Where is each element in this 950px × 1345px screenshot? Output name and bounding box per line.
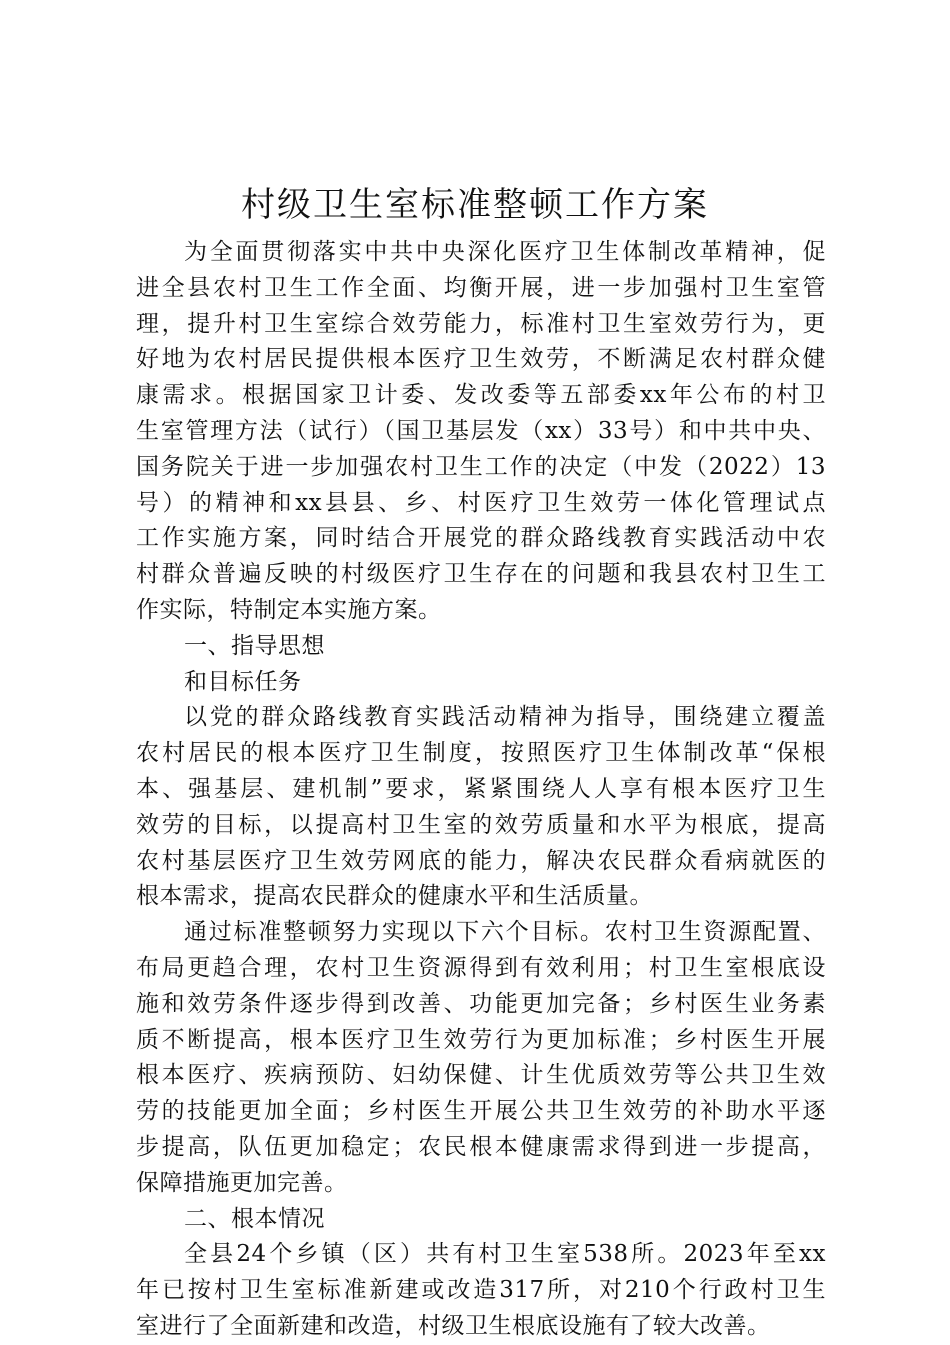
text-line: 农村居民的根本医疗卫生制度，按照医疗卫生体制改革“保根 xyxy=(136,740,826,767)
text-line: 村群众普遍反映的村级医疗卫生存在的问题和我县农村卫生工 xyxy=(136,561,826,588)
text-line: 进全县农村卫生工作全面、均衡开展，进一步加强村卫生室管 xyxy=(136,274,826,301)
text-line: 一、指导思想 xyxy=(184,632,325,659)
document-title: 村级卫生室标准整顿工作方案 xyxy=(241,185,709,225)
text-line: 全县24个乡镇（区）共有村卫生室538所。2023年至xx xyxy=(184,1241,826,1268)
text-line: 理，提升村卫生室综合效劳能力，标准村卫生室效劳行为，更 xyxy=(136,310,826,337)
text-line: 康需求。根据国家卫计委、发改委等五部委xx年公布的村卫 xyxy=(136,382,826,409)
text-line: 好地为农村居民提供根本医疗卫生效劳，不断满足农村群众健 xyxy=(136,346,826,373)
text-line: 二、根本情况 xyxy=(184,1205,325,1232)
text-line: 步提高，队伍更加稳定；农民根本健康需求得到进一步提高， xyxy=(136,1133,826,1160)
text-line: 农村基层医疗卫生效劳网底的能力，解决农民群众看病就医的 xyxy=(136,847,826,874)
text-line: 布局更趋合理，农村卫生资源得到有效利用；村卫生室根底设 xyxy=(136,954,826,981)
document-body xyxy=(136,235,826,1345)
text-line: 工作实施方案，同时结合开展党的群众路线教育实践活动中农 xyxy=(136,525,826,552)
text-line: 作实际，特制定本实施方案。 xyxy=(136,596,442,623)
text-line: 生室管理方法（试行）（国卫基层发（xx）33号）和中共中央、 xyxy=(136,417,826,444)
text-line: 施和效劳条件逐步得到改善、功能更加完备；乡村医生业务素 xyxy=(136,990,826,1017)
text-line: 保障措施更加完善。 xyxy=(136,1169,348,1196)
text-line: 和目标任务 xyxy=(184,668,302,695)
text-line: 国务院关于进一步加强农村卫生工作的决定（中发（2022）13 xyxy=(136,453,826,480)
text-line: 质不断提高，根本医疗卫生效劳行为更加标准；乡村医生开展 xyxy=(136,1026,826,1053)
text-line: 通过标准整顿努力实现以下六个目标。农村卫生资源配置、 xyxy=(184,919,826,946)
text-line: 号）的精神和xx县县、乡、村医疗卫生效劳一体化管理试点 xyxy=(136,489,826,516)
text-line: 室进行了全面新建和改造，村级卫生根底设施有了较大改善。 xyxy=(136,1312,771,1339)
text-line: 根本医疗、疾病预防、妇幼保健、计生优质效劳等公共卫生效 xyxy=(136,1062,826,1089)
text-line: 效劳的目标，以提高村卫生室的效劳质量和水平为根底，提高 xyxy=(136,811,826,838)
text-line: 根本需求，提高农民群众的健康水平和生活质量。 xyxy=(136,883,653,910)
text-line: 年已按村卫生室标准新建或改造317所，对210个行政村卫生 xyxy=(136,1277,826,1304)
text-line: 劳的技能更加全面；乡村医生开展公共卫生效劳的补助水平逐 xyxy=(136,1098,826,1125)
text-line: 为全面贯彻落实中共中央深化医疗卫生体制改革精神，促 xyxy=(184,239,826,265)
text-line: 以党的群众路线教育实践活动精神为指导，围绕建立覆盖 xyxy=(184,704,826,731)
text-line: 本、强基层、建机制”要求，紧紧围绕人人享有根本医疗卫生 xyxy=(136,775,826,802)
